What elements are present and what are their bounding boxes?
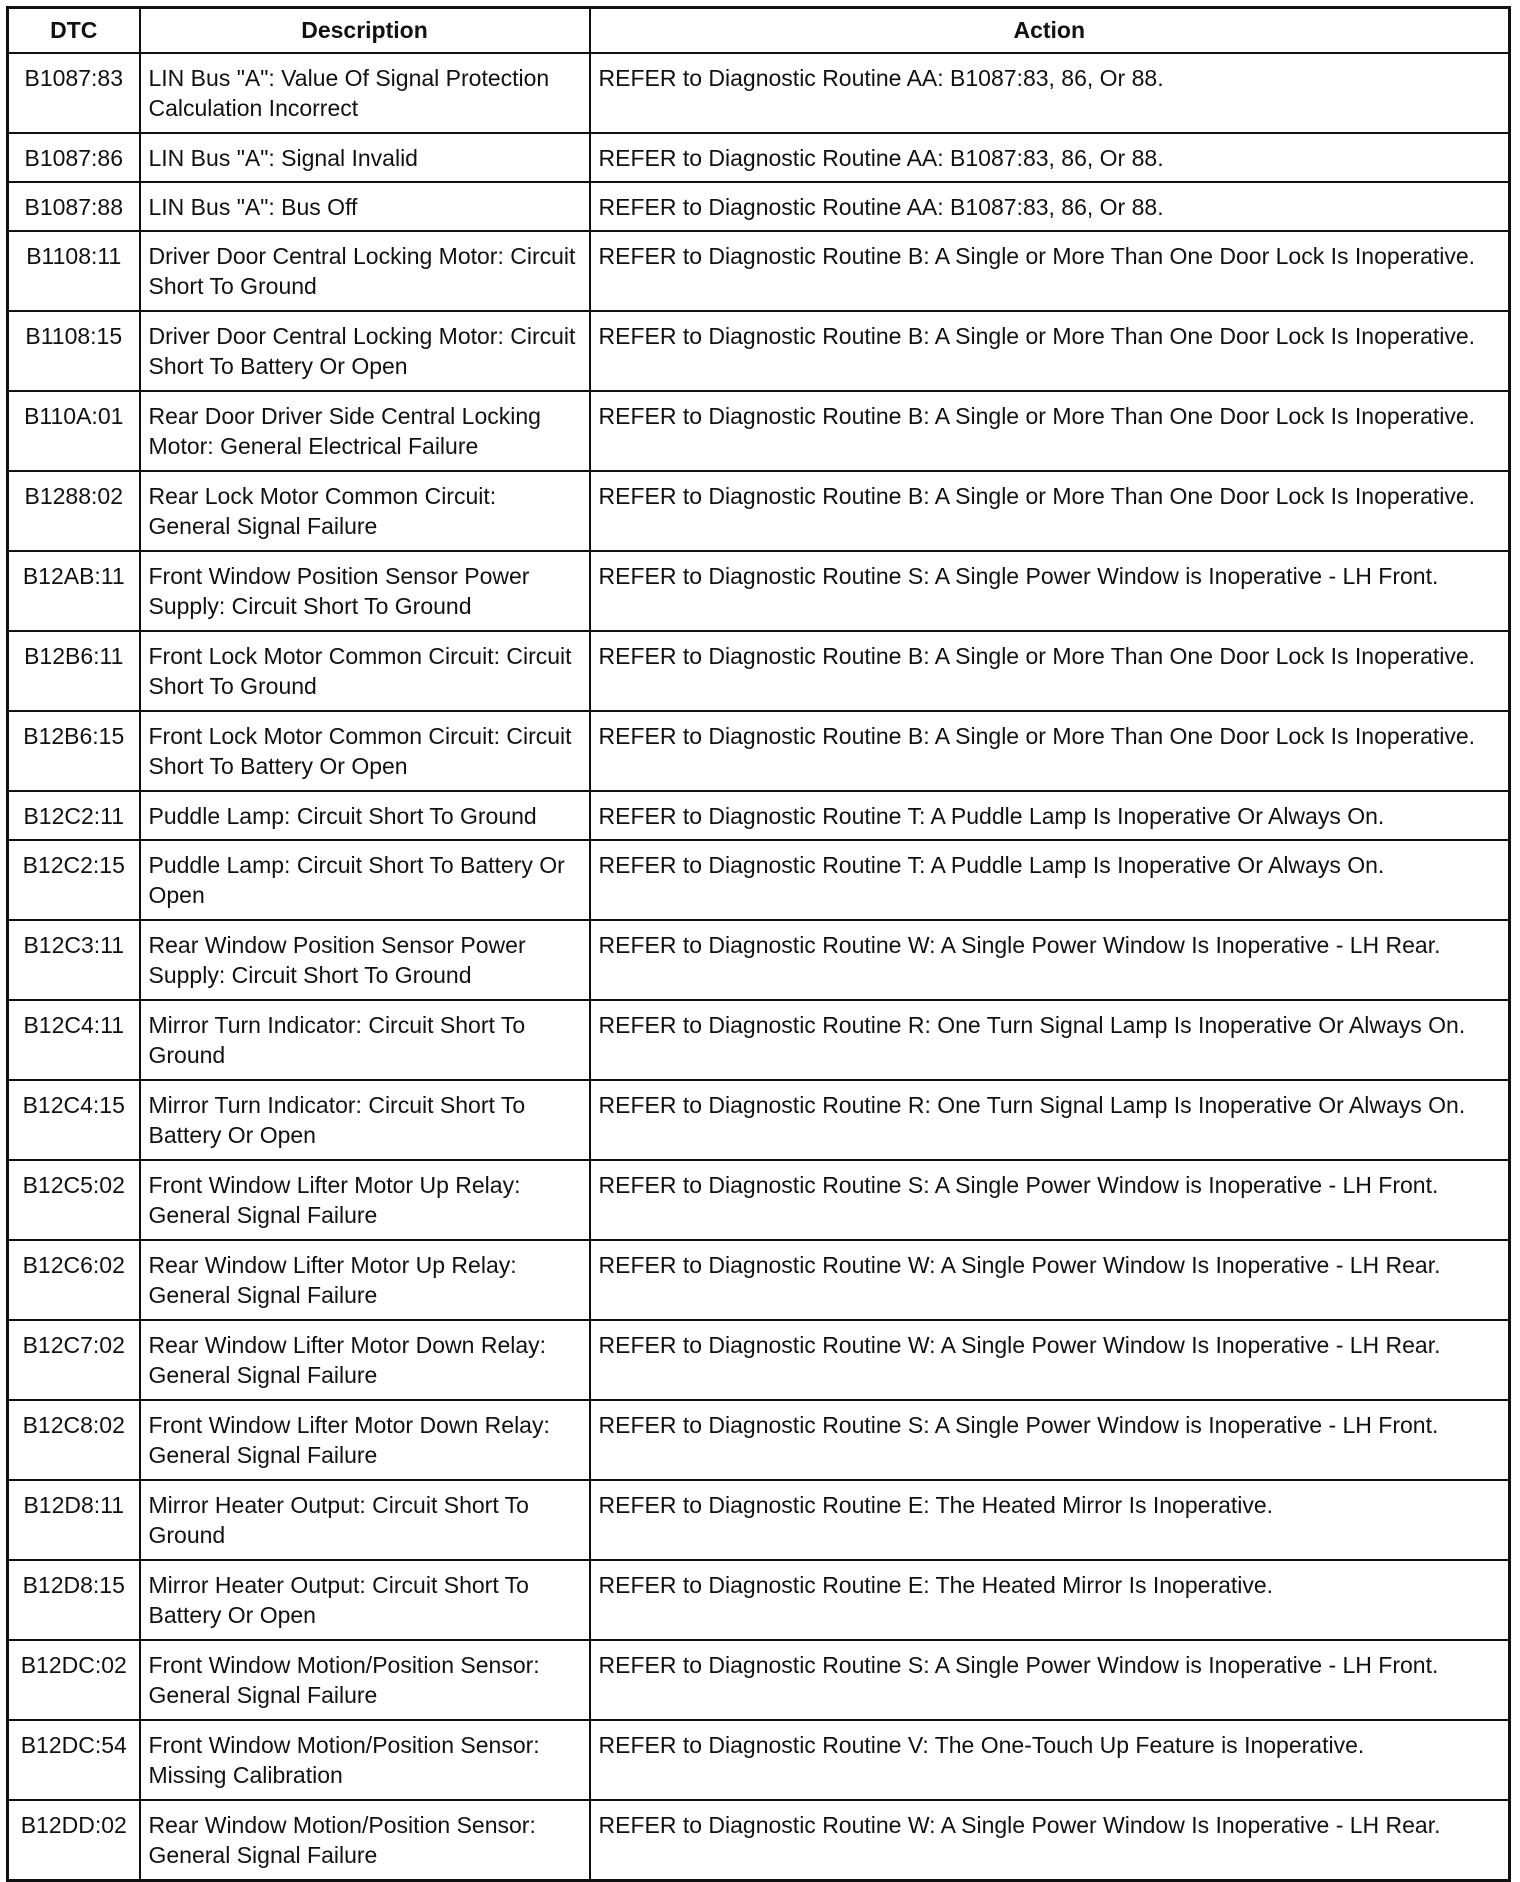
dtc-description: Puddle Lamp: Circuit Short To Battery Or Open <box>140 840 590 920</box>
dtc-code: B12C3:11 <box>8 920 140 1000</box>
dtc-action: REFER to Diagnostic Routine S: A Single Power Window is Inoperative - LH Front. <box>590 1640 1510 1720</box>
dtc-code: B12C4:11 <box>8 1000 140 1080</box>
dtc-description: Front Window Motion/Position Sensor: General Signal Failure <box>140 1640 590 1720</box>
table-row <box>8 231 1510 311</box>
dtc-code: B12C7:02 <box>8 1320 140 1400</box>
dtc-action: REFER to Diagnostic Routine R: One Turn Signal Lamp Is Inoperative Or Always On. <box>590 1000 1510 1080</box>
dtc-code: B12C2:15 <box>8 840 140 920</box>
table-row <box>8 1720 1510 1800</box>
dtc-description: Rear Lock Motor Common Circuit: General Signal Failure <box>140 471 590 551</box>
dtc-code: B12C2:11 <box>8 791 140 840</box>
dtc-code: B1108:15 <box>8 311 140 391</box>
table-row <box>8 551 1510 631</box>
dtc-description: LIN Bus "A": Signal Invalid <box>140 133 590 182</box>
dtc-code: B12DC:02 <box>8 1640 140 1720</box>
dtc-action: REFER to Diagnostic Routine V: The One-Touch Up Feature is Inoperative. <box>590 1720 1510 1800</box>
dtc-description: Puddle Lamp: Circuit Short To Ground <box>140 791 590 840</box>
dtc-code: B12D8:15 <box>8 1560 140 1640</box>
dtc-code: B12B6:15 <box>8 711 140 791</box>
table-row <box>8 920 1510 1000</box>
dtc-action: REFER to Diagnostic Routine AA: B1087:83, 86, Or 88. <box>590 133 1510 182</box>
dtc-description: Mirror Heater Output: Circuit Short To Ground <box>140 1480 590 1560</box>
dtc-description: Driver Door Central Locking Motor: Circuit Short To Battery Or Open <box>140 311 590 391</box>
dtc-action: REFER to Diagnostic Routine T: A Puddle Lamp Is Inoperative Or Always On. <box>590 791 1510 840</box>
dtc-description: Front Lock Motor Common Circuit: Circuit Short To Battery Or Open <box>140 711 590 791</box>
dtc-description: Rear Window Lifter Motor Up Relay: General Signal Failure <box>140 1240 590 1320</box>
table-row <box>8 1400 1510 1480</box>
table-row <box>8 791 1510 840</box>
dtc-description: Mirror Turn Indicator: Circuit Short To Ground <box>140 1000 590 1080</box>
table-row <box>8 1160 1510 1240</box>
table-row <box>8 840 1510 920</box>
table-row <box>8 1240 1510 1320</box>
dtc-code: B1087:88 <box>8 182 140 231</box>
dtc-description: LIN Bus "A": Value Of Signal Protection Calculation Incorrect <box>140 53 590 133</box>
dtc-code: B1288:02 <box>8 471 140 551</box>
table-header-row <box>8 8 1510 54</box>
dtc-code: B1087:86 <box>8 133 140 182</box>
dtc-action: REFER to Diagnostic Routine B: A Single or More Than One Door Lock Is Inoperative. <box>590 471 1510 551</box>
table-row <box>8 1080 1510 1160</box>
dtc-description: Mirror Turn Indicator: Circuit Short To Battery Or Open <box>140 1080 590 1160</box>
dtc-action: REFER to Diagnostic Routine B: A Single or More Than One Door Lock Is Inoperative. <box>590 711 1510 791</box>
dtc-description: Front Window Lifter Motor Down Relay: General Signal Failure <box>140 1400 590 1480</box>
dtc-code: B110A:01 <box>8 391 140 471</box>
dtc-description: Rear Window Lifter Motor Down Relay: General Signal Failure <box>140 1320 590 1400</box>
table-row <box>8 631 1510 711</box>
dtc-description: Driver Door Central Locking Motor: Circuit Short To Ground <box>140 231 590 311</box>
dtc-description: Rear Window Position Sensor Power Supply: Circuit Short To Ground <box>140 920 590 1000</box>
dtc-description: Mirror Heater Output: Circuit Short To Battery Or Open <box>140 1560 590 1640</box>
dtc-description: Front Lock Motor Common Circuit: Circuit Short To Ground <box>140 631 590 711</box>
dtc-code: B12C5:02 <box>8 1160 140 1240</box>
dtc-code: B12C8:02 <box>8 1400 140 1480</box>
table-row <box>8 711 1510 791</box>
dtc-action: REFER to Diagnostic Routine B: A Single or More Than One Door Lock Is Inoperative. <box>590 631 1510 711</box>
dtc-code: B12B6:11 <box>8 631 140 711</box>
dtc-description: LIN Bus "A": Bus Off <box>140 182 590 231</box>
dtc-action: REFER to Diagnostic Routine AA: B1087:83, 86, Or 88. <box>590 53 1510 133</box>
table-row <box>8 1000 1510 1080</box>
table-row <box>8 311 1510 391</box>
dtc-code: B12C4:15 <box>8 1080 140 1160</box>
table-row <box>8 471 1510 551</box>
dtc-description: Front Window Position Sensor Power Supply: Circuit Short To Ground <box>140 551 590 631</box>
table-row <box>8 182 1510 231</box>
dtc-action: REFER to Diagnostic Routine E: The Heated Mirror Is Inoperative. <box>590 1480 1510 1560</box>
dtc-action: REFER to Diagnostic Routine S: A Single Power Window is Inoperative - LH Front. <box>590 1160 1510 1240</box>
dtc-action: REFER to Diagnostic Routine E: The Heated Mirror Is Inoperative. <box>590 1560 1510 1640</box>
dtc-table <box>6 6 1511 1882</box>
column-header-action: Action <box>590 8 1510 54</box>
column-header-dtc: DTC <box>8 8 140 54</box>
column-header-description: Description <box>140 8 590 54</box>
dtc-description: Front Window Motion/Position Sensor: Missing Calibration <box>140 1720 590 1800</box>
table-row <box>8 391 1510 471</box>
dtc-action: REFER to Diagnostic Routine B: A Single or More Than One Door Lock Is Inoperative. <box>590 391 1510 471</box>
table-row <box>8 1640 1510 1720</box>
dtc-description: Front Window Lifter Motor Up Relay: General Signal Failure <box>140 1160 590 1240</box>
dtc-action: REFER to Diagnostic Routine W: A Single Power Window Is Inoperative - LH Rear. <box>590 1240 1510 1320</box>
dtc-description: Rear Window Motion/Position Sensor: General Signal Failure <box>140 1800 590 1881</box>
dtc-code: B1087:83 <box>8 53 140 133</box>
dtc-action: REFER to Diagnostic Routine W: A Single Power Window Is Inoperative - LH Rear. <box>590 920 1510 1000</box>
table-row <box>8 133 1510 182</box>
dtc-action: REFER to Diagnostic Routine AA: B1087:83, 86, Or 88. <box>590 182 1510 231</box>
dtc-code: B12DC:54 <box>8 1720 140 1800</box>
dtc-description: Rear Door Driver Side Central Locking Motor: General Electrical Failure <box>140 391 590 471</box>
dtc-action: REFER to Diagnostic Routine B: A Single or More Than One Door Lock Is Inoperative. <box>590 311 1510 391</box>
table-row <box>8 1800 1510 1881</box>
dtc-code: B12D8:11 <box>8 1480 140 1560</box>
dtc-action: REFER to Diagnostic Routine W: A Single Power Window Is Inoperative - LH Rear. <box>590 1800 1510 1881</box>
dtc-code: B12C6:02 <box>8 1240 140 1320</box>
table-row <box>8 1320 1510 1400</box>
dtc-action: REFER to Diagnostic Routine W: A Single Power Window Is Inoperative - LH Rear. <box>590 1320 1510 1400</box>
table-row <box>8 53 1510 133</box>
dtc-action: REFER to Diagnostic Routine B: A Single or More Than One Door Lock Is Inoperative. <box>590 231 1510 311</box>
dtc-action: REFER to Diagnostic Routine T: A Puddle Lamp Is Inoperative Or Always On. <box>590 840 1510 920</box>
table-row <box>8 1480 1510 1560</box>
dtc-action: REFER to Diagnostic Routine R: One Turn Signal Lamp Is Inoperative Or Always On. <box>590 1080 1510 1160</box>
dtc-code: B12AB:11 <box>8 551 140 631</box>
table-row <box>8 1560 1510 1640</box>
dtc-action: REFER to Diagnostic Routine S: A Single Power Window is Inoperative - LH Front. <box>590 1400 1510 1480</box>
dtc-code: B12DD:02 <box>8 1800 140 1881</box>
dtc-code: B1108:11 <box>8 231 140 311</box>
dtc-action: REFER to Diagnostic Routine S: A Single Power Window is Inoperative - LH Front. <box>590 551 1510 631</box>
